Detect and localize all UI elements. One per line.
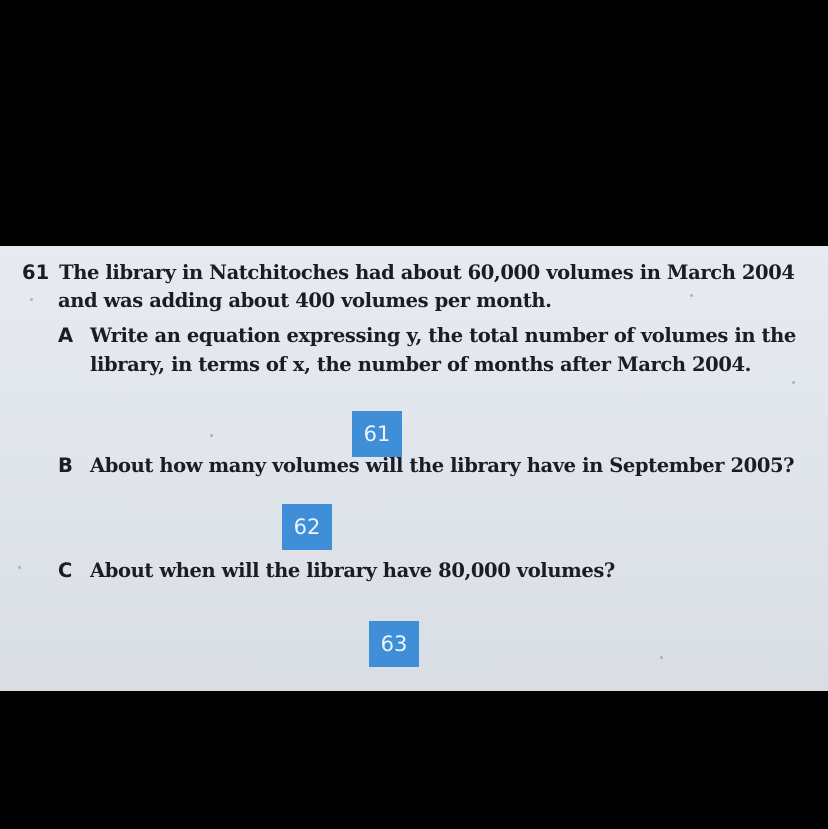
part-c-text: About when will the library have 80,000 volumes? <box>90 559 615 582</box>
paper-speck <box>690 294 693 297</box>
paper-speck <box>30 298 33 301</box>
worksheet-paper <box>0 246 828 691</box>
part-b-text: About how many volumes will the library have in September 2005? <box>90 454 795 477</box>
answer-box-63[interactable]: 63 <box>369 621 419 667</box>
paper-speck <box>660 656 663 659</box>
question-stem-line-2: and was adding about 400 volumes per month. <box>58 289 552 312</box>
paper-speck <box>18 566 21 569</box>
paper-speck <box>210 434 213 437</box>
part-b-line <box>58 451 794 481</box>
part-a-letter: A <box>58 324 74 347</box>
part-c-letter: C <box>58 559 73 582</box>
answer-box-62[interactable]: 62 <box>282 504 332 550</box>
answer-box-61[interactable]: 61 <box>352 411 402 457</box>
question-stem-line-1 <box>22 258 795 288</box>
paper-speck <box>792 381 795 384</box>
part-a-text-1: Write an equation expressing y, the total number of volumes in the <box>90 324 796 347</box>
part-a-line-2: library, in terms of x, the number of months after March 2004. <box>90 353 752 376</box>
part-c-line <box>58 556 615 586</box>
part-a-line-1 <box>58 321 796 351</box>
part-b-letter: B <box>58 454 73 477</box>
question-number: 61 <box>22 261 50 284</box>
question-stem-text-1: The library in Natchitoches had about 60,000 volumes in March 2004 <box>59 261 795 284</box>
